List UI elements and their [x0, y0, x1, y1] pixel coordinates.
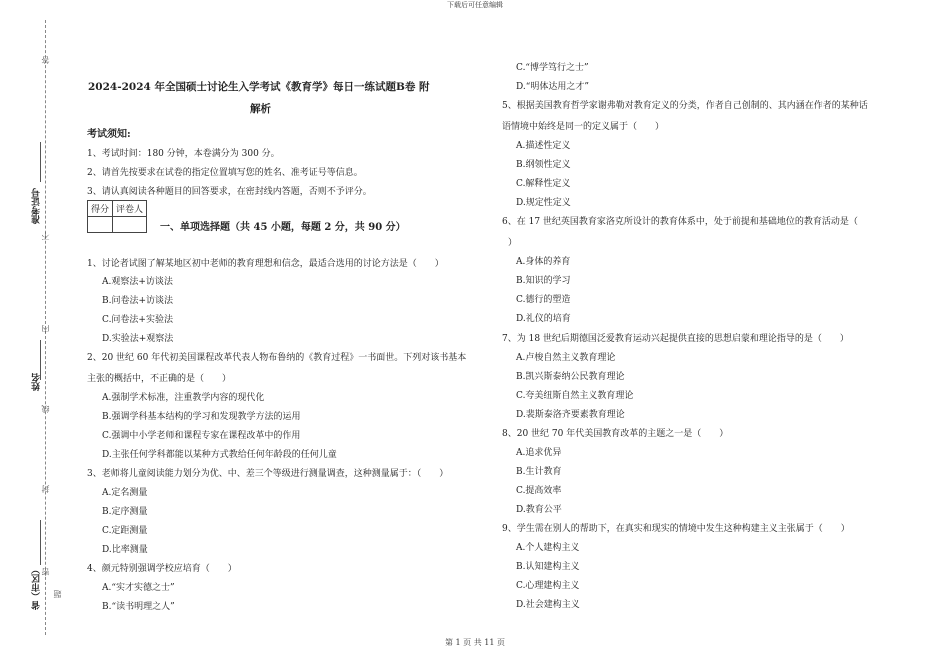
q6-stem-line2: ）	[508, 238, 518, 248]
q5-stem-line1: 5、根据美国教育哲学家谢弗勒对教育定义的分类，作者自己创制的、其内涵在作者的某种话	[502, 101, 868, 111]
q1-stem: 1、讨论者试图了解某地区初中老师的教育理想和信念，最适合选用的讨论方法是（ ）	[87, 259, 444, 269]
q8-option-b: B.生计教育	[516, 467, 562, 477]
zkzh-underline	[40, 142, 41, 182]
q1-option-c: C.问卷法+实验法	[102, 315, 173, 325]
score-box	[87, 200, 147, 233]
q7-option-c: C.夸美纽斯自然主义教育理论	[516, 391, 634, 401]
q7-option-d: D.裴斯泰洛齐要素教育理论	[516, 410, 625, 420]
q9-option-a: A.个人建构主义	[516, 543, 580, 553]
q4-option-c: C.“博学笃行之士”	[516, 63, 589, 73]
q5-option-c: C.解释性定义	[516, 179, 571, 189]
notice-item-2: 2、请首先按要求在试卷的指定位置填写您的姓名、准考证号等信息。	[87, 168, 363, 178]
binding-char-6: 密	[41, 568, 50, 576]
name-label: 姓名	[32, 373, 42, 391]
q4-option-b: B.“读书明理之人”	[102, 602, 175, 612]
q1-option-b: B.问卷法+访谈法	[102, 296, 174, 306]
q2-stem-line2: 主张的概括中，不正确的是（ ）	[87, 374, 232, 384]
q1-option-a: A.观察法+访谈法	[102, 277, 173, 287]
q3-stem: 3、老师将儿童阅读能力划分为优、中、差三个等级进行测量调查，这种测量属于：（ ）	[87, 469, 449, 479]
binding-char-4: 线	[41, 405, 50, 413]
notice-item-1: 1、考试时间：180 分钟，本卷满分为 300 分。	[87, 149, 280, 159]
q8-option-d: D.教育公平	[516, 505, 562, 515]
q8-option-a: A.追求优异	[516, 448, 562, 458]
q4-stem: 4、颜元特别强调学校应培育（ ）	[87, 564, 237, 574]
page-footer: 第 1 页 共 11 页	[445, 638, 505, 647]
q2-option-c: C.强调中小学老师和课程专家在课程改革中的作用	[102, 431, 301, 441]
top-note: 下载后可任意编辑	[447, 1, 503, 9]
page-title-line1: 2024-2024 年全国硕士讨论生入学考试《教育学》每日一练试题B卷 附	[88, 81, 430, 93]
binding-char-2: 不	[41, 232, 50, 240]
q3-option-c: C.定距测量	[102, 526, 148, 536]
notice-heading: 考试须知:	[87, 129, 131, 140]
q5-option-d: D.规定性定义	[516, 198, 571, 208]
grader-cell[interactable]	[113, 217, 147, 233]
notice-item-3: 3、请认真阅读各种题目的回答要求，在密封线内答题，否则不予评分。	[87, 187, 372, 197]
q2-option-b: B.强调学科基本结构的学习和发现教学方法的运用	[102, 412, 301, 422]
q2-option-d: D.主张任何学科都能以某种方式教给任何年龄段的任何儿童	[102, 450, 337, 460]
q5-option-a: A.描述性定义	[516, 141, 571, 151]
q5-stem-line2: 语情境中始终是同一的定义属于（ ）	[502, 122, 665, 132]
q1-option-d: D.实验法+观察法	[102, 334, 174, 344]
q7-stem: 7、为 18 世纪后期德国泛爱教育运动兴起提供直接的思想启蒙和理论指导的是（ ）	[502, 334, 849, 344]
q2-stem-line1: 2、20 世纪 60 年代初美国课程改革代表人物布鲁纳的《教育过程》一书面世。下列对该书基本	[87, 353, 467, 363]
province-underline	[40, 520, 41, 565]
q8-option-c: C.提高效率	[516, 486, 562, 496]
q9-stem: 9、学生需在别人的帮助下，在真实和现实的情境中发生这种构建主义主张属于（ ）	[502, 524, 850, 534]
q7-option-a: A.卢梭自然主义教育理论	[516, 353, 616, 363]
q5-option-b: B.纲领性定义	[516, 160, 571, 170]
q6-option-b: B.知识的学习	[516, 276, 571, 286]
q2-option-a: A.强制学术标准，注重教学内容的现代化	[102, 393, 265, 403]
q6-option-c: C.德行的塑造	[516, 295, 571, 305]
grader-label: 评卷人	[113, 201, 147, 217]
q4-option-d: D.“明体达用之才”	[516, 82, 589, 92]
page-title-line2: 解析	[250, 103, 271, 115]
q3-option-d: D.比率测量	[102, 545, 148, 555]
section-heading: 一、单项选择题（共 45 小题，每题 2 分，共 90 分）	[160, 222, 406, 233]
binding-char-1: 答	[41, 56, 50, 64]
score-cell[interactable]	[88, 217, 113, 233]
q3-option-b: B.定序测量	[102, 507, 148, 517]
score-label: 得分	[88, 201, 113, 217]
province-label: 省（市区）	[32, 565, 42, 610]
q3-option-a: A.定名测量	[102, 488, 148, 498]
q7-option-b: B.凯兴斯泰纳公民教育理论	[516, 372, 625, 382]
binding-char-3: 内	[41, 325, 50, 333]
q9-option-d: D.社会建构主义	[516, 600, 580, 610]
q9-option-c: C.心理建构主义	[516, 581, 580, 591]
q9-option-b: B.认知建构主义	[516, 562, 580, 572]
binding-ti: 题	[53, 590, 62, 598]
q6-option-a: A.身体的养育	[516, 257, 571, 267]
q8-stem: 8、20 世纪 70 年代美国教育改革的主题之一是（ ）	[502, 429, 729, 439]
q4-option-a: A.“实才实德之士”	[102, 583, 175, 593]
q6-stem-line1: 6、在 17 世纪英国教育家洛克所设计的教育体系中，处于前提和基础地位的教育活动是（	[502, 217, 858, 227]
binding-char-5: 封	[41, 485, 50, 493]
zkzh-label: 准考证号	[32, 188, 42, 224]
q6-option-d: D.礼仪的培育	[516, 314, 571, 324]
